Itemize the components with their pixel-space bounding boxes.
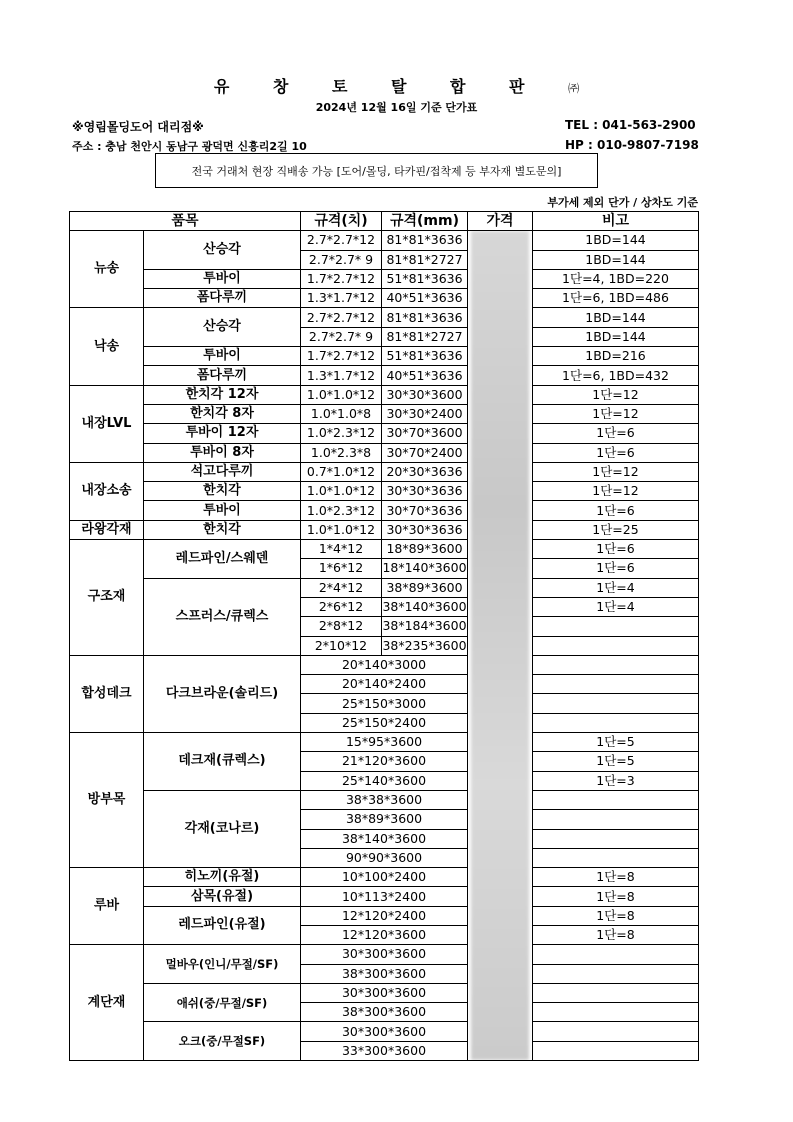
- category-cell: 라왕각재: [70, 520, 144, 539]
- item-name-cell: 한치각: [144, 520, 301, 539]
- note-cell: 1단=6: [533, 424, 699, 443]
- spec-cell: 38*300*3600: [301, 964, 468, 983]
- spec-cell: 20*140*2400: [301, 675, 468, 694]
- col-header-price: 가격: [468, 212, 533, 231]
- note-cell: [533, 675, 699, 694]
- item-name-cell: 각재(코나르): [144, 790, 301, 867]
- spec-cell: 25*150*2400: [301, 713, 468, 732]
- note-cell: 1단=8: [533, 887, 699, 906]
- note-cell: 1단=25: [533, 520, 699, 539]
- item-name-cell: 투바이: [144, 269, 301, 288]
- delivery-notice-text: 전국 거래처 현장 직배송 가능 [도어/몰딩, 타카핀/접착제 등 부자재 별도문의]: [191, 164, 562, 178]
- spec-mm-cell: 38*235*3600: [382, 636, 468, 655]
- table-row: [70, 424, 699, 443]
- note-cell: 1단=5: [533, 733, 699, 752]
- spec-mm-cell: 38*89*3600: [382, 578, 468, 597]
- item-name-cell: 한치각: [144, 482, 301, 501]
- item-name-cell: 폼다루끼: [144, 366, 301, 385]
- spec-mm-cell: 81*81*2727: [382, 250, 468, 269]
- note-cell: 1단=8: [533, 925, 699, 944]
- spec-chi-cell: 2.7*2.7* 9: [301, 250, 382, 269]
- note-cell: [533, 617, 699, 636]
- note-cell: 1단=4: [533, 597, 699, 616]
- category-cell: 계단재: [70, 945, 144, 1061]
- spec-mm-cell: 81*81*3636: [382, 308, 468, 327]
- table-row: [70, 404, 699, 423]
- note-cell: [533, 636, 699, 655]
- note-cell: [533, 1041, 699, 1060]
- note-cell: 1단=6: [533, 559, 699, 578]
- category-cell: 합성데크: [70, 655, 144, 732]
- note-cell: [533, 829, 699, 848]
- item-name-cell: 애쉬(중/무절/SF): [144, 983, 301, 1022]
- spec-mm-cell: 30*30*2400: [382, 404, 468, 423]
- spec-chi-cell: 1.0*1.0*12: [301, 482, 382, 501]
- table-row: [70, 308, 699, 327]
- spec-cell: 15*95*3600: [301, 733, 468, 752]
- note-cell: 1단=6: [533, 501, 699, 520]
- spec-cell: 20*140*3000: [301, 655, 468, 674]
- spec-cell: 10*113*2400: [301, 887, 468, 906]
- dealer-label: ※영림몰딩도어 대리점※: [72, 120, 204, 134]
- note-cell: 1단=12: [533, 385, 699, 404]
- spec-chi-cell: 2.7*2.7* 9: [301, 327, 382, 346]
- category-cell: 방부목: [70, 733, 144, 868]
- spec-chi-cell: 2*10*12: [301, 636, 382, 655]
- spec-mm-cell: 30*30*3636: [382, 520, 468, 539]
- table-row: [70, 501, 699, 520]
- table-row: [70, 906, 699, 925]
- spec-mm-cell: 40*51*3636: [382, 366, 468, 385]
- item-name-cell: 폼다루끼: [144, 289, 301, 308]
- spec-chi-cell: 2.7*2.7*12: [301, 231, 382, 250]
- table-row: [70, 520, 699, 539]
- note-cell: 1BD=144: [533, 231, 699, 250]
- table-row: [70, 578, 699, 597]
- item-name-cell: 스프러스/큐렉스: [144, 578, 301, 655]
- spec-mm-cell: 51*81*3636: [382, 269, 468, 288]
- item-name-cell: 한치각 8자: [144, 404, 301, 423]
- address-line: 주소 : 충남 천안시 동남구 광덕면 신흥리2길 10: [72, 140, 307, 153]
- spec-chi-cell: 1*4*12: [301, 540, 382, 559]
- col-header-note: 비고: [533, 212, 699, 231]
- title-main: 유 창 토 탈 합 판: [213, 77, 544, 96]
- category-cell: 내장소송: [70, 462, 144, 520]
- spec-mm-cell: 18*140*3600: [382, 559, 468, 578]
- table-row: [70, 790, 699, 809]
- spec-cell: 25*150*3000: [301, 694, 468, 713]
- item-name-cell: 오크(중/무절SF): [144, 1022, 301, 1061]
- spec-chi-cell: 2*8*12: [301, 617, 382, 636]
- item-name-cell: 멀바우(인니/무절/SF): [144, 945, 301, 984]
- category-cell: 루바: [70, 868, 144, 945]
- note-cell: 1단=6, 1BD=432: [533, 366, 699, 385]
- note-cell: [533, 848, 699, 867]
- item-name-cell: 히노끼(유절): [144, 868, 301, 887]
- item-name-cell: 투바이: [144, 347, 301, 366]
- spec-cell: 38*38*3600: [301, 790, 468, 809]
- spec-cell: 33*300*3600: [301, 1041, 468, 1060]
- spec-mm-cell: 18*89*3600: [382, 540, 468, 559]
- spec-mm-cell: 81*81*3636: [382, 231, 468, 250]
- spec-mm-cell: 51*81*3636: [382, 347, 468, 366]
- spec-chi-cell: 0.7*1.0*12: [301, 462, 382, 481]
- table-row: [70, 983, 699, 1002]
- table-row: [70, 443, 699, 462]
- spec-cell: 12*120*2400: [301, 906, 468, 925]
- price-blur: [471, 231, 529, 1060]
- col-header-spec-chi: 규격(치): [301, 212, 382, 231]
- table-row: [70, 385, 699, 404]
- note-cell: [533, 1003, 699, 1022]
- table-row: [70, 269, 699, 288]
- note-cell: [533, 655, 699, 674]
- spec-cell: 90*90*3600: [301, 848, 468, 867]
- col-header-spec-mm: 규격(mm): [382, 212, 468, 231]
- spec-mm-cell: 40*51*3636: [382, 289, 468, 308]
- vat-note: 부가세 제외 단가 / 상차도 기준: [547, 196, 698, 209]
- spec-chi-cell: 1.3*1.7*12: [301, 366, 382, 385]
- table-row: [70, 733, 699, 752]
- spec-chi-cell: 1.7*2.7*12: [301, 347, 382, 366]
- note-cell: 1단=12: [533, 404, 699, 423]
- spec-cell: 10*100*2400: [301, 868, 468, 887]
- spec-chi-cell: 2*4*12: [301, 578, 382, 597]
- spec-chi-cell: 1*6*12: [301, 559, 382, 578]
- table-row: [70, 655, 699, 674]
- table-row: [70, 462, 699, 481]
- note-cell: 1BD=144: [533, 327, 699, 346]
- table-header-row: [70, 212, 699, 231]
- item-name-cell: 투바이 12자: [144, 424, 301, 443]
- note-cell: 1단=8: [533, 906, 699, 925]
- note-cell: [533, 1022, 699, 1041]
- item-name-cell: 투바이: [144, 501, 301, 520]
- spec-mm-cell: 38*140*3600: [382, 597, 468, 616]
- note-cell: 1BD=144: [533, 250, 699, 269]
- note-cell: 1단=8: [533, 868, 699, 887]
- note-cell: [533, 810, 699, 829]
- table-row: [70, 1022, 699, 1041]
- note-cell: 1단=6, 1BD=486: [533, 289, 699, 308]
- item-name-cell: 레드파인/스웨덴: [144, 540, 301, 579]
- table-row: [70, 289, 699, 308]
- hp-number: HP : 010-9807-7198: [565, 138, 699, 152]
- price-cell-redacted: [468, 231, 533, 1061]
- spec-cell: 38*300*3600: [301, 1003, 468, 1022]
- spec-chi-cell: 1.0*2.3*12: [301, 501, 382, 520]
- spec-cell: 30*300*3600: [301, 945, 468, 964]
- spec-mm-cell: 38*184*3600: [382, 617, 468, 636]
- note-cell: 1단=12: [533, 462, 699, 481]
- title-suffix: ㈜: [568, 82, 580, 95]
- note-cell: 1단=4, 1BD=220: [533, 269, 699, 288]
- table-row: [70, 868, 699, 887]
- table-row: [70, 540, 699, 559]
- spec-cell: 25*140*3600: [301, 771, 468, 790]
- spec-mm-cell: 81*81*2727: [382, 327, 468, 346]
- delivery-notice: [155, 153, 598, 188]
- note-cell: 1단=6: [533, 443, 699, 462]
- note-cell: [533, 713, 699, 732]
- note-cell: 1단=5: [533, 752, 699, 771]
- spec-chi-cell: 1.0*2.3*8: [301, 443, 382, 462]
- note-cell: 1BD=144: [533, 308, 699, 327]
- note-cell: [533, 945, 699, 964]
- item-name-cell: 석고다루끼: [144, 462, 301, 481]
- spec-mm-cell: 20*30*3636: [382, 462, 468, 481]
- item-name-cell: 데크재(큐렉스): [144, 733, 301, 791]
- spec-chi-cell: 2.7*2.7*12: [301, 308, 382, 327]
- spec-cell: 12*120*3600: [301, 925, 468, 944]
- spec-chi-cell: 1.0*1.0*12: [301, 520, 382, 539]
- spec-cell: 38*89*3600: [301, 810, 468, 829]
- note-cell: 1BD=216: [533, 347, 699, 366]
- date-line: 2024년 12월 16일 기준 단가표: [315, 101, 478, 114]
- item-name-cell: 산승각: [144, 231, 301, 270]
- note-cell: [533, 983, 699, 1002]
- spec-mm-cell: 30*30*3636: [382, 482, 468, 501]
- spec-cell: 21*120*3600: [301, 752, 468, 771]
- spec-mm-cell: 30*70*3636: [382, 501, 468, 520]
- spec-cell: 38*140*3600: [301, 829, 468, 848]
- spec-cell: 30*300*3600: [301, 1022, 468, 1041]
- item-name-cell: 투바이 8자: [144, 443, 301, 462]
- table-row: [70, 366, 699, 385]
- spec-mm-cell: 30*30*3600: [382, 385, 468, 404]
- page-title: [0, 74, 793, 97]
- note-cell: 1단=6: [533, 540, 699, 559]
- note-cell: 1단=4: [533, 578, 699, 597]
- note-cell: 1단=12: [533, 482, 699, 501]
- item-name-cell: 레드파인(유절): [144, 906, 301, 945]
- table-row: [70, 945, 699, 964]
- spec-chi-cell: 1.3*1.7*12: [301, 289, 382, 308]
- item-name-cell: 다크브라운(솔리드): [144, 655, 301, 732]
- table-row: [70, 887, 699, 906]
- note-cell: 1단=3: [533, 771, 699, 790]
- table-body: [70, 231, 699, 1061]
- item-name-cell: 삼목(유절): [144, 887, 301, 906]
- spec-chi-cell: 1.0*2.3*12: [301, 424, 382, 443]
- category-cell: 낙송: [70, 308, 144, 385]
- spec-mm-cell: 30*70*3600: [382, 424, 468, 443]
- table-row: [70, 482, 699, 501]
- item-name-cell: 한치각 12자: [144, 385, 301, 404]
- note-cell: [533, 790, 699, 809]
- tel-number: TEL : 041-563-2900: [565, 118, 696, 132]
- col-header-item: 품목: [70, 212, 301, 231]
- spec-chi-cell: 1.0*1.0*12: [301, 385, 382, 404]
- category-cell: 내장LVL: [70, 385, 144, 462]
- table-row: [70, 231, 699, 250]
- table-row: [70, 347, 699, 366]
- price-table: [69, 211, 699, 1061]
- spec-mm-cell: 30*70*2400: [382, 443, 468, 462]
- spec-chi-cell: 2*6*12: [301, 597, 382, 616]
- category-cell: 구조재: [70, 540, 144, 656]
- spec-chi-cell: 1.0*1.0*8: [301, 404, 382, 423]
- note-cell: [533, 694, 699, 713]
- category-cell: 뉴송: [70, 231, 144, 308]
- spec-cell: 30*300*3600: [301, 983, 468, 1002]
- note-cell: [533, 964, 699, 983]
- spec-chi-cell: 1.7*2.7*12: [301, 269, 382, 288]
- item-name-cell: 산승각: [144, 308, 301, 347]
